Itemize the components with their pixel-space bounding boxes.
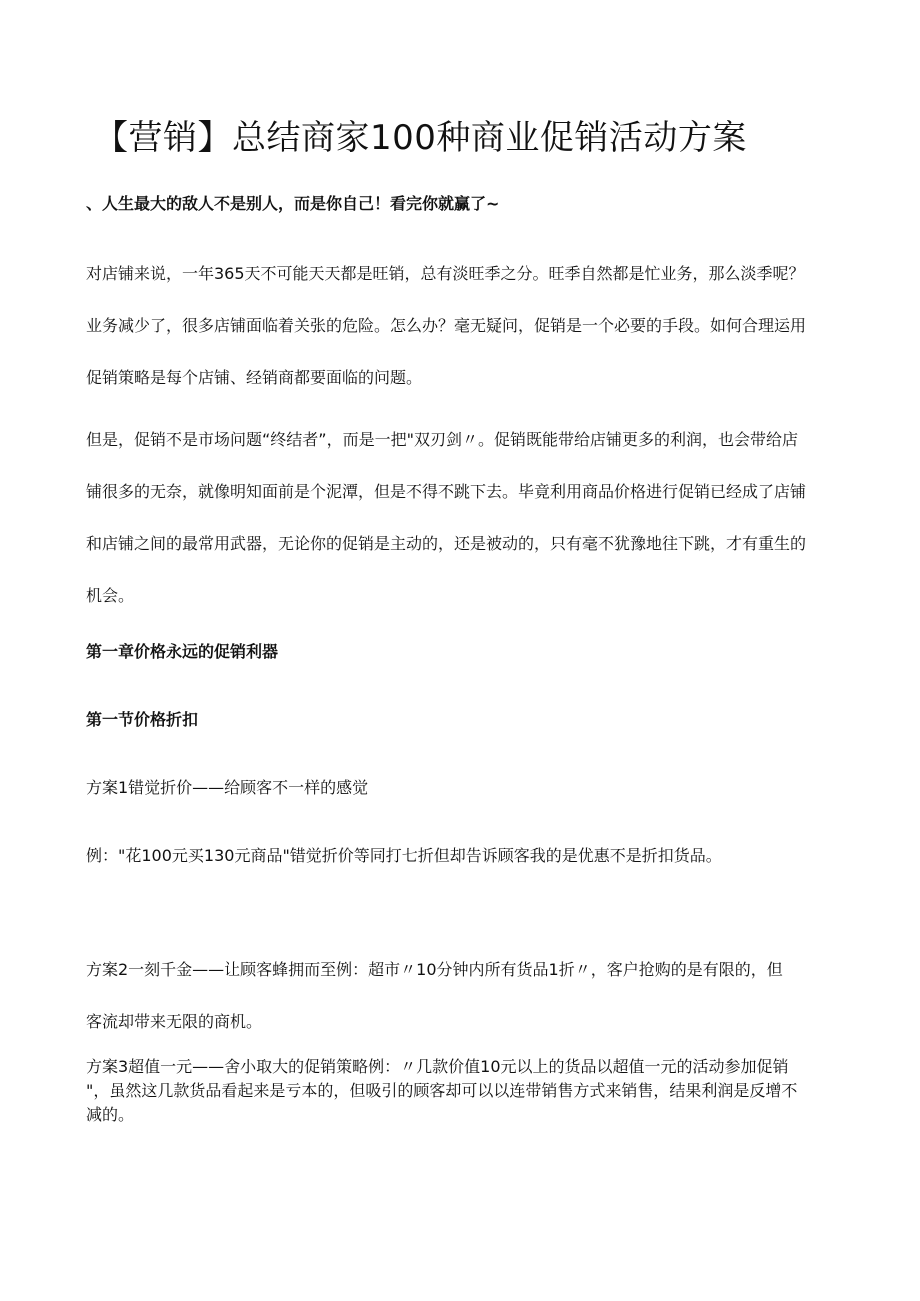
intro-line: 促销策略是每个店铺、经销商都要面临的问题。 [86,368,423,387]
section-heading: 第一节价格折扣 [86,710,199,729]
document-title: 【营销】总结商家100种商业促销活动方案 [94,118,747,158]
chapter-heading: 第一章价格永远的促销利器 [86,642,279,661]
plan-3-line: "，虽然这几款货品看起来是亏本的，但吸引的顾客却可以以连带销售方式来销售，结果利润是反增不 [86,1081,798,1100]
second-paragraph [86,428,856,608]
paragraph-line: 铺很多的无奈，就像明知面前是个泥潭，但是不得不跳下去。毕竟利用商品价格进行促销已经成了店铺 [86,482,807,501]
plan-1-example: 例："花100元买130元商品"错觉折价等同打七折但却告诉顾客我的是优惠不是折扣货品。 [86,846,722,865]
plan-3-line: 方案3超值一元——舍小取大的促销策略例：〃几款价值10元以上的货品以超值一元的活动参加促销 [86,1057,789,1076]
plan-2-paragraph [86,958,856,1034]
intro-line: 对店铺来说，一年365天不可能天天都是旺销，总有淡旺季之分。旺季自然都是忙业务，那么淡季呢？ [86,264,805,283]
paragraph-line: 和店铺之间的最常用武器，无论你的促销是主动的，还是被动的，只有毫不犹豫地往下跳，才有重生的 [86,534,807,553]
plan-1-title: 方案1错觉折价——给顾客不一样的感觉 [86,778,369,797]
document-subtitle: 、人生最大的敌人不是别人，而是你自己！看完你就赢了~ [86,194,500,213]
intro-line: 业务减少了，很多店铺面临着关张的危险。怎么办？毫无疑问，促销是一个必要的手段。如何合理运用 [86,316,807,335]
plan-3-paragraph [86,1055,856,1127]
paragraph-line: 机会。 [86,586,135,605]
plan-3-line: 减的。 [86,1105,135,1124]
plan-2-line: 客流却带来无限的商机。 [86,1012,263,1031]
plan-2-line: 方案2一刻千金——让顾客蜂拥而至例：超市〃10分钟内所有货品1折〃，客户抢购的是有限的，但 [86,960,783,979]
intro-paragraph [86,262,856,390]
paragraph-line: 但是，促销不是市场问题“终结者”，而是一把"双刃剑〃。促销既能带给店铺更多的利润，也会带给店 [86,430,798,449]
